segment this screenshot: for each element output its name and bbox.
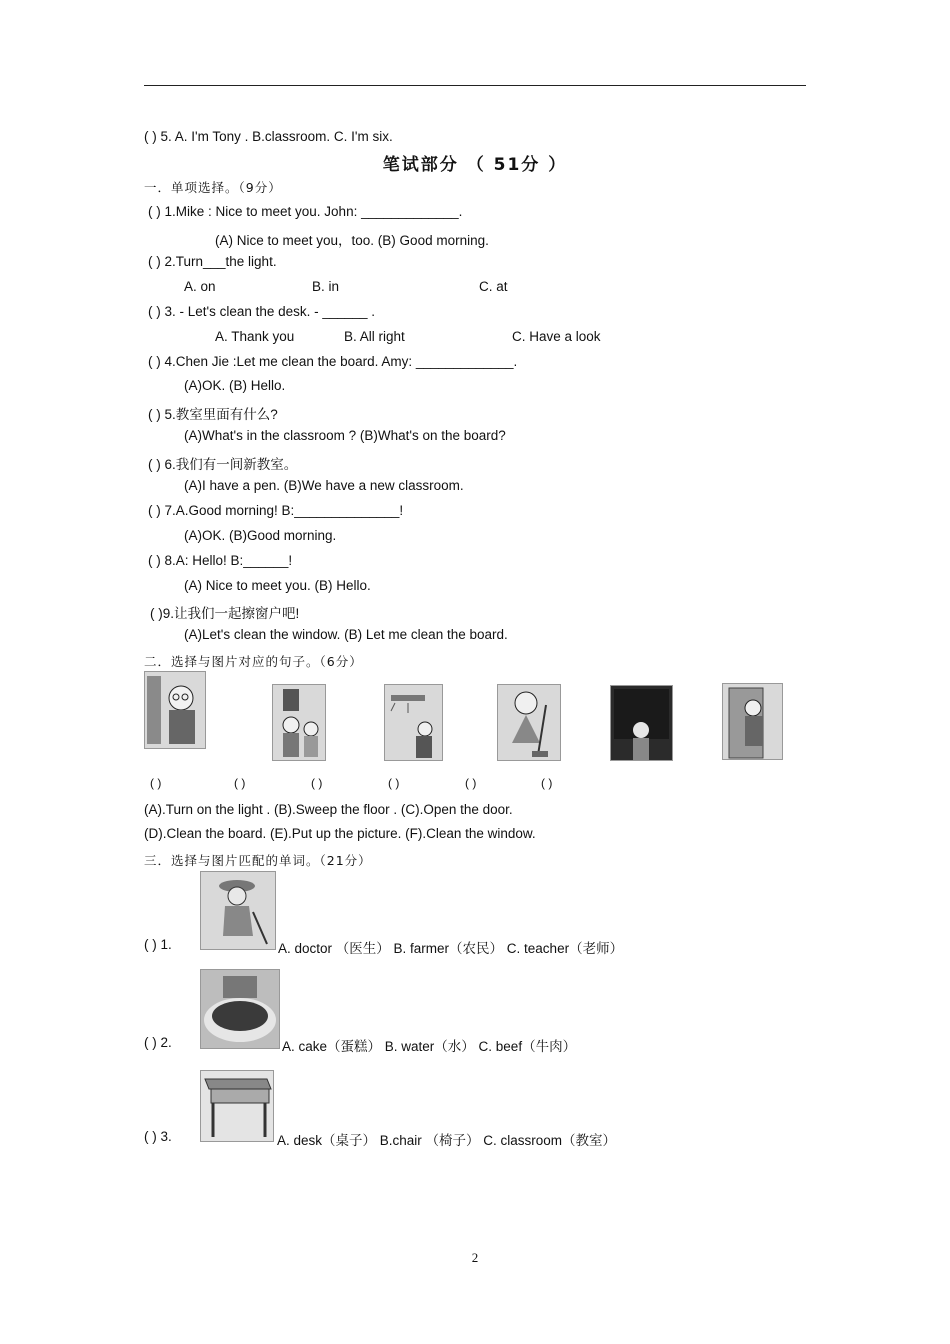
s1-q1: ( ) 1.Mike : Nice to meet you. John: _____________.	[148, 204, 463, 219]
beef-picture	[200, 969, 280, 1049]
section3-heading: 三．选择与图片匹配的单词。（21分）	[144, 853, 372, 868]
s1-q9: ( )9.让我们一起擦窗户吧!	[150, 606, 300, 621]
section1-heading: 一．单项选择。（9分）	[144, 180, 282, 195]
section-title: 笔试部分 （ 51分 ）	[382, 155, 568, 175]
s1-q9-options: (A)Let's clean the window. (B) Let me clean the board.	[184, 627, 508, 642]
s1-q3-option-b: B. All right	[344, 329, 405, 344]
s1-q7-options: (A)OK. (B)Good morning.	[184, 528, 337, 543]
section2-heading: 二．选择与图片对应的句子。（6分）	[144, 654, 363, 669]
s1-q5: ( ) 5.教室里面有什么?	[148, 407, 278, 422]
s3-q2-number: ( ) 2.	[144, 1035, 172, 1050]
s1-q2-option-a: A. on	[184, 279, 216, 294]
s1-q6-options: (A)I have a pen. (B)We have a new classroom.	[184, 478, 464, 493]
s1-q3-option-c: C. Have a look	[512, 329, 601, 344]
s1-q3: ( ) 3. - Let's clean the desk. - ______ .	[148, 304, 375, 319]
s1-q3-option-a: A. Thank you	[215, 329, 295, 344]
s3-q3-number: ( ) 3.	[144, 1129, 172, 1144]
clean-window-picture	[144, 671, 206, 749]
s3-q1-number: ( ) 1.	[144, 937, 172, 952]
s2-bracket-3: ( )	[311, 776, 323, 790]
s3-q3-options: A. desk（桌子） B.chair （椅子） C. classroom（教室）	[277, 1133, 617, 1148]
sweep-floor-picture	[497, 684, 561, 761]
s2-options-line2: (D).Clean the board. (E).Put up the picture. (F).Clean the window.	[144, 826, 536, 841]
desk-picture	[200, 1070, 274, 1142]
s1-q2: ( ) 2.Turn___the light.	[148, 254, 277, 269]
page-number: 2	[471, 1250, 479, 1265]
s1-q5-options: (A)What's in the classroom ? (B)What's on the board?	[184, 428, 506, 443]
clean-board-picture	[610, 685, 673, 761]
open-door-picture	[722, 683, 783, 760]
s3-q2-options: A. cake（蛋糕） B. water（水） C. beef（牛肉）	[282, 1039, 577, 1054]
s2-bracket-1: ( )	[150, 776, 162, 790]
s1-q7: ( ) 7.A.Good morning! B:______________!	[148, 503, 404, 518]
s1-q4: ( ) 4.Chen Jie :Let me clean the board. Amy: _____________.	[148, 354, 518, 369]
q5-prev-page: ( ) 5. A. I'm Tony . B.classroom. C. I'm six.	[144, 129, 393, 144]
s2-bracket-5: ( )	[465, 776, 477, 790]
s3-q1-options: A. doctor （医生） B. farmer（农民） C. teacher（老师）	[278, 941, 624, 956]
s1-q2-option-c: C. at	[479, 279, 508, 294]
s1-q2-option-b: B. in	[312, 279, 340, 294]
s1-q4-options: (A)OK. (B) Hello.	[184, 378, 286, 393]
s1-q8-options: (A) Nice to meet you. (B) Hello.	[184, 578, 371, 593]
header-rule	[144, 85, 806, 86]
turn-on-light-picture	[384, 684, 443, 761]
s2-bracket-4: ( )	[388, 776, 400, 790]
s2-bracket-2: ( )	[234, 776, 246, 790]
s1-q6: ( ) 6.我们有一间新教室。	[148, 457, 298, 472]
s2-options-line1: (A).Turn on the light . (B).Sweep the floor . (C).Open the door.	[144, 802, 513, 817]
s1-q1-options: (A) Nice to meet you，too. (B) Good morning.	[215, 233, 489, 248]
farmer-picture	[200, 871, 276, 950]
s1-q8: ( ) 8.A: Hello! B:______!	[148, 553, 293, 568]
s2-bracket-6: ( )	[541, 776, 553, 790]
put-up-picture-picture	[272, 684, 326, 761]
